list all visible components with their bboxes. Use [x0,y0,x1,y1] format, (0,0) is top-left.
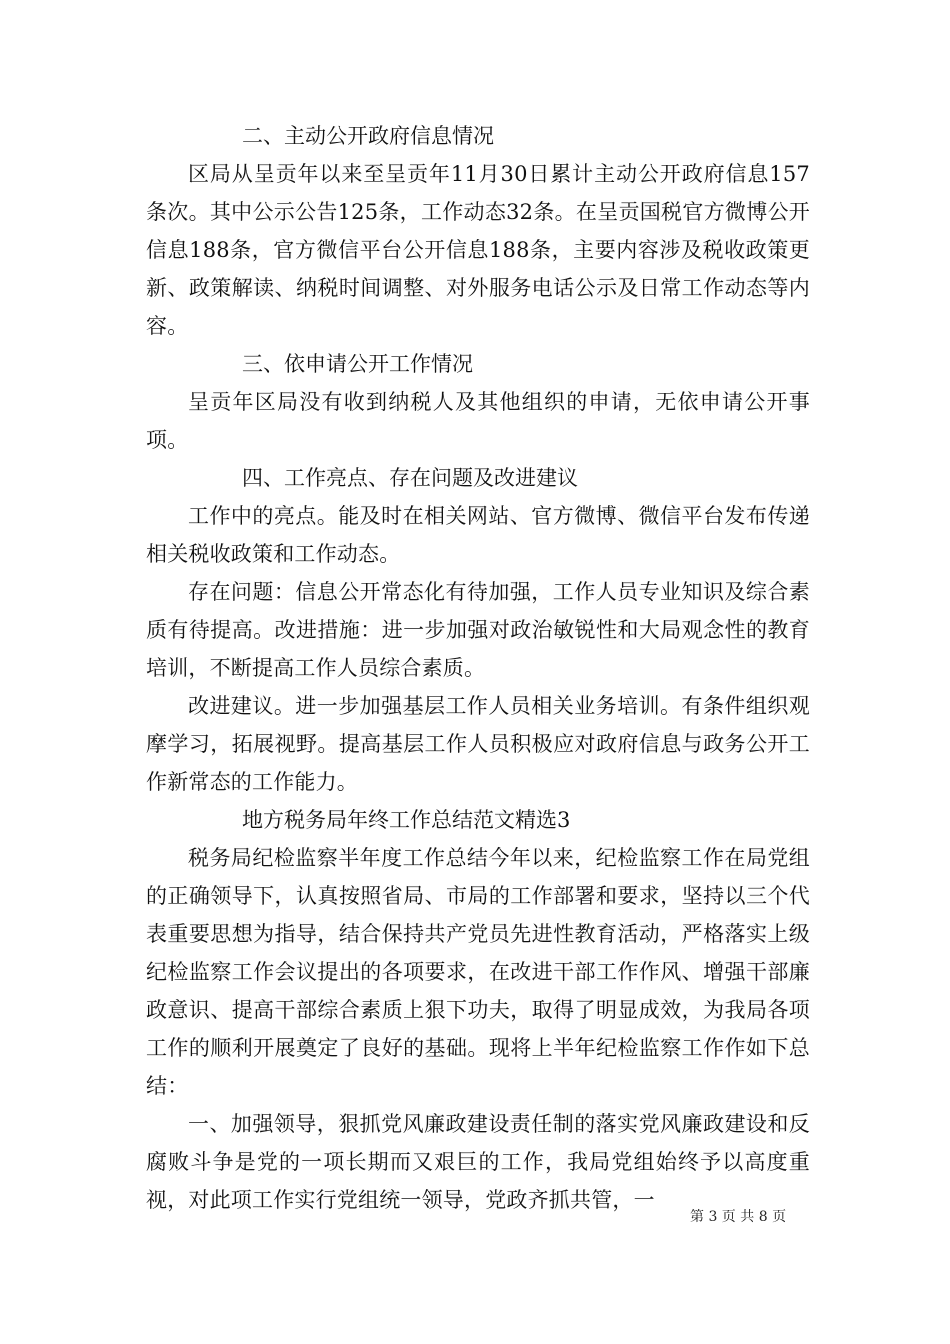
paragraph-suggestions: 改进建议。进一步加强基层工作人员相关业务培训。有条件组织观摩学习，拓展视野。提高基层工作人员积极应对政府信息与政务公开工作新常态的工作能力。 [146,694,810,794]
section-heading-request-disclosure: 三、依申请公开工作情况 [242,352,473,376]
paragraph-issues: 存在问题：信息公开常态化有待加强，工作人员专业知识及综合素质有待提高。改进措施：进一步加强对政治敏锐性和大局观念性的教育培训，不断提高工作人员综合素质。 [146,580,810,680]
paragraph-no-requests: 呈贡年区局没有收到纳税人及其他组织的申请，无依申请公开事项。 [146,390,810,452]
section-heading-highlights-issues: 四、工作亮点、存在问题及改进建议 [242,466,578,490]
paragraph-half-year-summary: 税务局纪检监察半年度工作总结今年以来，纪检监察工作在局党组的正确领导下，认真按照省局、市局的工作部署和要求，坚持以三个代表重要思想为指导，结合保持共产党员先进性教育活动，严格落实上级纪检监察工作会议提出的各项要求，在改进干部工作作风、增强干部廉政意识、提高干部综合素质上狠下功夫，取得了明显成效，为我局各项工作的顺利开展奠定了良好的基础。现将上半年纪检监察工作作如下总结： [146,846,810,1098]
paragraph-leadership: 一、加强领导，狠抓党风廉政建设责任制的落实党风廉政建设和反腐败斗争是党的一项长期而又艰巨的工作，我局党组始终予以高度重视，对此项工作实行党组统一领导，党政齐抓共管，一 [146,1112,810,1212]
paragraph-disclosure-stats: 区局从呈贡年以来至呈贡年11月30日累计主动公开政府信息157条次。其中公示公告125条，工作动态32条。在呈贡国税官方微博公开信息188条，官方微信平台公开信息188条，主要内容涉及税收政策更新、政策解读、纳税时间调整、对外服务电话公示及日常工作动态等内容。 [146,162,810,338]
article-title: 地方税务局年终工作总结范文精选3 [242,808,571,832]
section-heading-proactive-disclosure: 二、主动公开政府信息情况 [242,124,494,148]
document-body [146,117,810,1219]
paragraph-highlights: 工作中的亮点。能及时在相关网站、官方微博、微信平台发布传递相关税收政策和工作动态。 [146,504,810,566]
page-number: 第 3 页 共 8 页 [690,1209,787,1225]
